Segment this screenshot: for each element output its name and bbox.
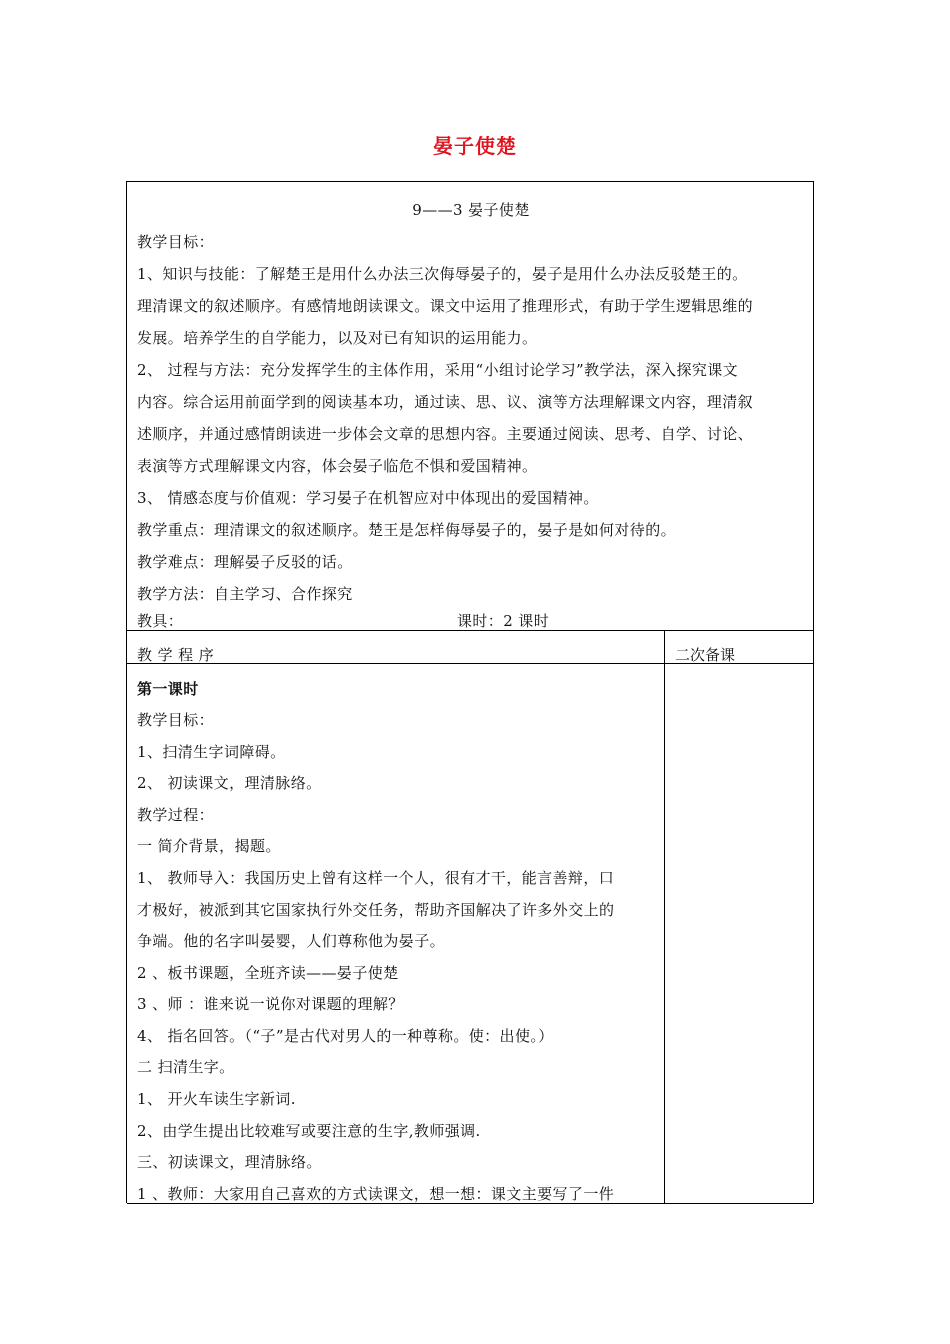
lesson-period: 第一课时 xyxy=(137,680,199,698)
difficulty: 教学难点：理解晏子反驳的话。 xyxy=(137,553,353,571)
tools-label: 教具： xyxy=(137,612,184,630)
lesson-header: 9——3 晏子使楚 xyxy=(412,201,530,219)
body-line: 3 、师 ：谁来说一说你对课题的理解？ xyxy=(137,995,404,1013)
body-line: 2 、板书课题，全班齐读——晏子使楚 xyxy=(137,964,399,982)
body-line: 争端。他的名字叫晏婴，人们尊称他为晏子。 xyxy=(137,932,446,950)
goal2-line: 表演等方式理解课文内容，体会晏子临危不惧和爱国精神。 xyxy=(137,457,538,475)
program-header: 教 学 程 序 xyxy=(137,646,215,664)
body-line: 三、初读课文，理清脉络。 xyxy=(137,1153,322,1171)
divider xyxy=(127,663,813,664)
goal2-line: 述顺序，并通过感情朗读进一步体会文章的思想内容。主要通过阅读、思考、自学、讨论、 xyxy=(137,425,754,443)
goal1-line: 1、知识与技能：了解楚王是用什么办法三次侮辱晏子的，晏子是用什么办法反驳楚王的。 xyxy=(137,265,748,283)
goals-label: 教学目标： xyxy=(137,233,215,251)
key-points: 教学重点：理清课文的叙述顺序。楚王是怎样侮辱晏子的，晏子是如何对待的。 xyxy=(137,521,677,539)
tools-row xyxy=(137,611,807,631)
body-line: 教学过程： xyxy=(137,806,215,824)
goal2-line: 内容。综合运用前面学到的阅读基本功，通过读、思、议、演等方法理解课文内容，理清叙 xyxy=(137,393,754,411)
class-hours: 课时：2 课时 xyxy=(457,612,550,630)
lesson-plan-table xyxy=(126,181,814,1203)
body-line: 2、 初读课文，理清脉络。 xyxy=(137,774,322,792)
document-title: 晏子使楚 xyxy=(433,134,517,158)
body-line: 1、 开火车读生字新词. xyxy=(137,1090,296,1108)
goal2-line: 2、 过程与方法：充分发挥学生的主体作用，采用“小组讨论学习”教学法，深入探究课文 xyxy=(137,361,739,379)
teaching-method: 教学方法：自主学习、合作探究 xyxy=(137,585,353,603)
body-line: 二 扫清生字。 xyxy=(137,1058,235,1076)
body-line: 一 简介背景，揭题。 xyxy=(137,837,281,855)
body-line: 才极好，被派到其它国家执行外交任务，帮助齐国解决了许多外交上的 xyxy=(137,901,615,919)
goal1-line: 发展。培养学生的自学能力，以及对已有知识的运用能力。 xyxy=(137,329,538,347)
table-bottom-border xyxy=(127,1203,813,1204)
body-line: 2、由学生提出比较难写或要注意的生字,教师强调. xyxy=(137,1122,481,1140)
divider xyxy=(127,630,813,631)
body-line: 1、 教师导入：我国历史上曾有这样一个人，很有才干，能言善辩，口 xyxy=(137,869,615,887)
goal1-line: 理清课文的叙述顺序。有感情地朗读课文。课文中运用了推理形式，有助于学生逻辑思维的 xyxy=(137,297,754,315)
body-line: 4、 指名回答。（“子”是古代对男人的一种尊称。使：出使。） xyxy=(137,1027,554,1045)
body-line: 1 、教师：大家用自己喜欢的方式读课文，想一想：课文主要写了一件 xyxy=(137,1185,615,1203)
body-line: 1、扫清生字词障碍。 xyxy=(137,743,286,761)
body-line: 教学目标： xyxy=(137,711,215,729)
goal3-line: 3、 情感态度与价值观：学习晏子在机智应对中体现出的爱国精神。 xyxy=(137,489,599,507)
second-prep-header: 二次备课 xyxy=(675,646,736,664)
